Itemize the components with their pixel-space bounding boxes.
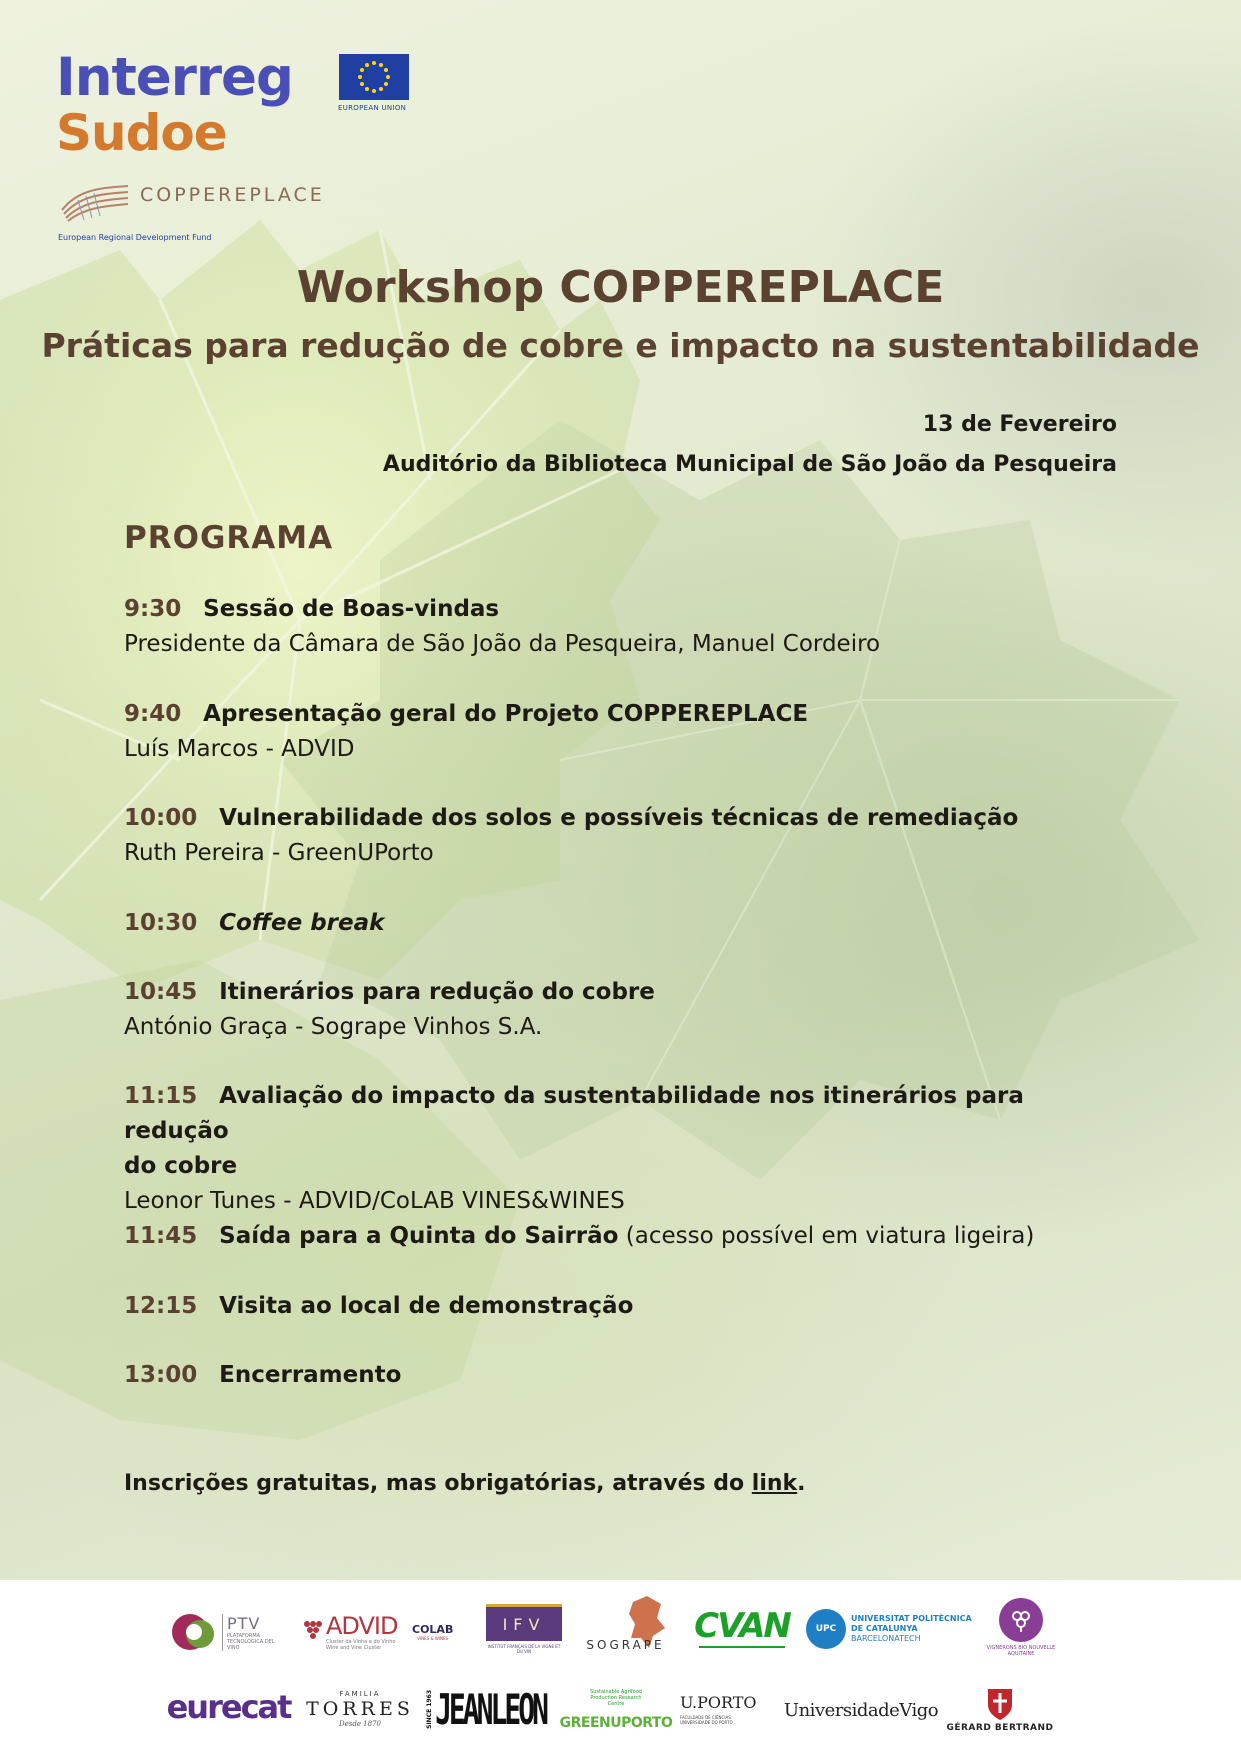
program-title: Visita ao local de demonstração (219, 1293, 634, 1319)
interreg-sudoe-logo (56, 47, 293, 162)
registration-note: Inscrições gratuitas, mas obrigatórias, através do link. (124, 1471, 806, 1496)
program-speaker: Leonor Tunes - ADVID/CoLAB VINES&WINES (124, 1188, 625, 1214)
cvan-logo: CVAN (694, 1606, 790, 1646)
gerard-bertrand-logo: GÉRARD BERTRAND (944, 1676, 1056, 1742)
event-venue: Auditório da Biblioteca Municipal de São João da Pesqueira (382, 452, 1117, 477)
registration-link[interactable]: link (751, 1471, 798, 1496)
program-title: Vulnerabilidade dos solos e possíveis técnicas de remediação (219, 805, 1019, 831)
ptv-grape-icon (172, 1609, 218, 1655)
grape-cluster-icon (302, 1618, 324, 1646)
jean-leon-logo: SINCE 1963 JEANLEON (426, 1684, 546, 1734)
upc-logo: UPC UNIVERSITAT POLITÈCNICA DE CATALUNYA BARCELONATECH (806, 1604, 984, 1654)
program-title: Itinerários para redução do cobre (219, 979, 655, 1005)
program-item (124, 592, 1109, 662)
eu-label: EUROPEAN UNION (338, 104, 407, 112)
program-time: 12:15 (124, 1293, 198, 1319)
page-subtitle: Práticas para redução de cobre e impacto na sustentabilidade (41, 326, 1200, 365)
program-time: 11:45 (124, 1223, 198, 1249)
advid-logo: ADVID Cluster da Vinha e do Vinho Wine and Vine Cluster COLAB VINES & WINES (302, 1602, 460, 1662)
program-title-continued: do cobre (124, 1153, 238, 1179)
program-title: Saída para a Quinta do Sairrão (219, 1223, 619, 1249)
program-item (124, 975, 1109, 1045)
program-title: Apresentação geral do Projeto COPPEREPLACE (203, 701, 809, 727)
program-speaker: Luís Marcos - ADVID (124, 736, 355, 762)
program-time: 13:00 (124, 1362, 198, 1388)
program-item (124, 697, 1109, 767)
program-title: Coffee break (219, 910, 385, 936)
program-time: 11:15 (124, 1083, 198, 1109)
program-item (124, 1219, 1109, 1254)
program-time: 9:30 (124, 596, 182, 622)
uvigo-logo: UniversidadeVigo (783, 1699, 939, 1721)
upc-badge-icon: UPC (806, 1609, 846, 1649)
program-item (124, 801, 1109, 871)
program-note: (acesso possível em viatura ligeira) (625, 1223, 1035, 1249)
ifv-logo: IFV INSTITUT FRANÇAIS DE LA VIGNE ET DU VIN (484, 1594, 564, 1664)
greenuporto-logo: Sustainable Agrifood Production Research Centre GREENUPORTO (559, 1689, 673, 1731)
gerard-bertrand-crest-icon (984, 1685, 1016, 1721)
partner-logos (0, 1580, 1241, 1755)
program-speaker: Ruth Pereira - GreenUPorto (124, 840, 434, 866)
coppereplace-logo-icon (58, 180, 132, 222)
torres-logo: FAMILIA TORRES Desde 1870 (306, 1690, 414, 1728)
eu-flag-icon (339, 54, 409, 100)
vignerons-icon (999, 1598, 1043, 1642)
sudoe-wordmark: Sudoe (56, 104, 227, 162)
ptv-logo: PTV PLATAFORMA TECNOLÓGICA DEL VINO (172, 1602, 287, 1662)
sogrape-logo: SOGRAPE (573, 1594, 678, 1660)
program-title: Encerramento (219, 1362, 402, 1388)
uporto-logo: U.PORTO FACULDADE DE CIÊNCIAS UNIVERSIDADE DO PORTO (680, 1693, 757, 1725)
program-title: Avaliação do impacto da sustentabilidade nos itinerários para redução (124, 1083, 1024, 1144)
program-time: 9:40 (124, 701, 182, 727)
program-time: 10:00 (124, 805, 198, 831)
program-item (124, 1289, 1109, 1324)
eurecat-logo: eurecat (166, 1688, 291, 1726)
registration-text: Inscrições gratuitas, mas obrigatórias, através do (124, 1471, 752, 1496)
program-time: 10:30 (124, 910, 198, 936)
program-item (124, 1358, 1109, 1393)
program-heading: PROGRAMA (124, 520, 334, 556)
program-speaker: Presidente da Câmara de São João da Pesqueira, Manuel Cordeiro (124, 631, 881, 657)
program-speaker: António Graça - Sogrape Vinhos S.A. (124, 1014, 543, 1040)
event-date: 13 de Fevereiro (922, 412, 1117, 437)
program-title: Sessão de Boas-vindas (203, 596, 500, 622)
page-title: Workshop COPPEREPLACE (296, 262, 945, 313)
interreg-wordmark: Interreg (56, 47, 293, 108)
vignerons-bio-logo: VIGNERONS BIO NOUVELLE AQUITAINE (980, 1586, 1062, 1668)
program-item (124, 906, 1109, 941)
program-item (124, 1079, 1109, 1219)
erdf-label: European Regional Development Fund (58, 233, 212, 242)
coppereplace-wordmark: COPPEREPLACE (140, 184, 325, 206)
program-time: 10:45 (124, 979, 198, 1005)
